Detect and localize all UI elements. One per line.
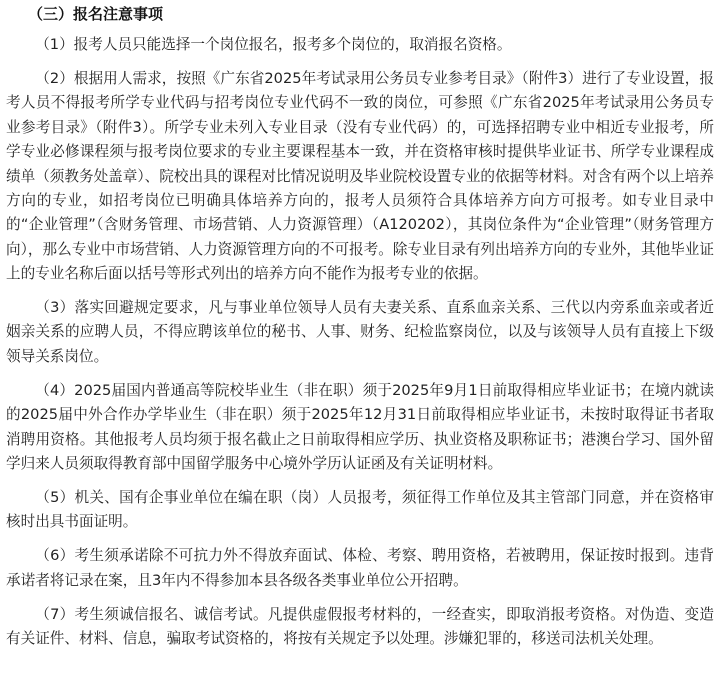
paragraph-7: （7）考生须诚信报名、诚信考试。凡提供虚假报考材料的，一经查实，即取消报考资格。对伪造、变造有关证件、材料、信息，骗取考试资格的，将按有关规定予以处理。涉嫌犯罪的，移送司法机关处理。: [6, 605, 714, 647]
paragraph-4: （4）2025届国内普通高等院校毕业生（非在职）须于2025年9月1日前取得相应毕业证书；在境内就读的2025届中外合作办学毕业生（非在职）须于2025年12月31日前取得相应毕业证书，未按时取得证书者取消聘用资格。其他报考人员均须于报名截止之日前取得相应学历、执业资格及职称证书；港澳台学习、国外留学归来人员须取得教育部中国留学服务中心境外学历认证函及有关证明材料。: [6, 381, 714, 472]
paragraph-2: （2）根据用人需求，按照《广东省2025年考试录用公务员专业参考目录》（附件3）进行了专业设置，报考人员不得报考所学专业代码与招考岗位专业代码不一致的岗位，可参照《广东省2025年考试录用公务员专业参考目录》（附件3）。所学专业未列入专业目录（没有专业代码）的，可选择招聘专业中相近专业报考，所学专业必修课程须与报考岗位要求的专业主要课程基本一致，并在资格审核时提供毕业证书、所学专业课程成绩单（须教务处盖章）、院校出具的课程对比情况说明及毕业院校设置专业的依据等材料。对含有两个以上培养方向的专业，如招考岗位已明确具体培养方向的，报考人员须符合具体培养方向方可报考。如专业目录中的“企业管理”（含财务管理、市场营销、人力资源管理）（A120202），其岗位条件为“企业管理”（财务管理方向），那么专业中市场营销、人力资源管理方向的不可报考。除专业目录有列出培养方向的专业外，其他毕业证上的专业名称后面以括号等形式列出的培养方向不能作为报考专业的依据。: [6, 69, 714, 283]
paragraph-3: （3）落实回避规定要求，凡与事业单位领导人员有夫妻关系、直系血亲关系、三代以内旁系血亲或者近姻亲关系的应聘人员，不得应聘该单位的秘书、人事、财务、纪检监察岗位，以及与该领导人员有直接上下级领导关系岗位。: [6, 299, 714, 365]
paragraph-5: （5）机关、国有企事业单位在编在职（岗）人员报考，须征得工作单位及其主管部门同意，并在资格审核时出具书面证明。: [6, 488, 714, 531]
paragraph-6: （6）考生须承诺除不可抗力外不得放弃面试、体检、考察、聘用资格，若被聘用，保证按时报到。违背承诺者将记录在案，且3年内不得参加本县各级各类事业单位公开招聘。: [6, 547, 714, 589]
paragraph-1: （1）报考人员只能选择一个岗位报名，报考多个岗位的，取消报名资格。: [35, 36, 512, 53]
section-heading: （三）报名注意事项: [28, 5, 164, 23]
